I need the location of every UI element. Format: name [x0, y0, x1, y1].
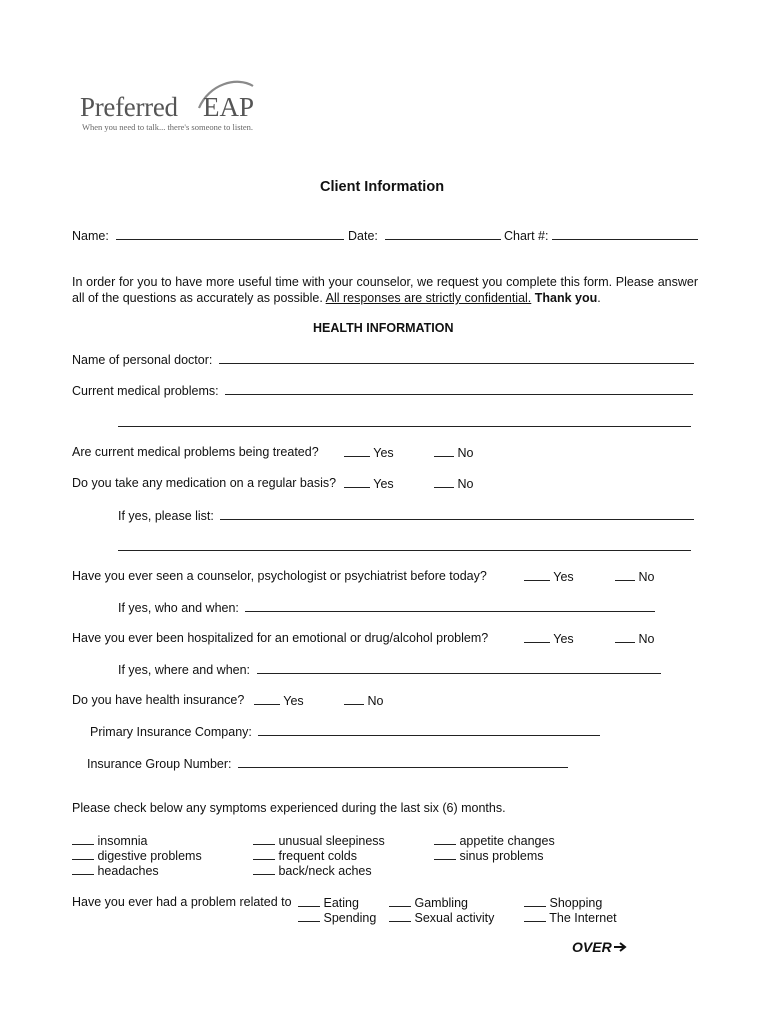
symptom-checkbox[interactable]: [72, 863, 94, 875]
arrow-right-icon: [613, 941, 627, 953]
name-label: Name:: [72, 229, 109, 243]
symptom-label: insomnia: [97, 834, 148, 848]
symptom-checkbox[interactable]: [434, 833, 456, 845]
hospitalized-yes[interactable]: [524, 631, 574, 646]
date-field[interactable]: [348, 228, 501, 243]
problem-checkbox[interactable]: [524, 895, 546, 907]
hospitalized-no-label: No: [638, 632, 655, 646]
logo-word: Preferred: [80, 92, 178, 122]
symptoms-prompt: Please check below any symptoms experienced during the last six (6) months.: [72, 801, 506, 815]
over-note: [572, 939, 627, 955]
group-number-blank[interactable]: [238, 756, 568, 768]
doctor-field[interactable]: [72, 352, 694, 367]
symptom-checkbox[interactable]: [253, 848, 275, 860]
counselor-yes[interactable]: [524, 569, 574, 584]
problem-label: The Internet: [549, 911, 617, 925]
medication-no-blank[interactable]: [434, 476, 454, 488]
problem-checkbox[interactable]: [524, 910, 546, 922]
insurance-question: Do you have health insurance?: [72, 693, 245, 707]
problem-label: Gambling: [414, 896, 468, 910]
insurance-no[interactable]: [344, 693, 383, 708]
symptom-label: digestive problems: [97, 849, 202, 863]
treated-no-label: No: [457, 446, 474, 460]
who-when-label: If yes, who and when:: [118, 601, 239, 615]
problem-spending[interactable]: [298, 910, 376, 925]
treated-yes-blank[interactable]: [344, 445, 370, 457]
treated-no[interactable]: [434, 445, 473, 460]
chart-label: Chart #:: [504, 229, 549, 243]
symptom-sinus[interactable]: [434, 848, 544, 863]
where-when-label: If yes, where and when:: [118, 663, 251, 677]
thank-you: Thank you: [534, 291, 598, 305]
name-field[interactable]: [72, 228, 344, 243]
medication-question: Do you take any medication on a regular basis?: [72, 476, 337, 490]
symptom-checkbox[interactable]: [253, 863, 275, 875]
treated-no-blank[interactable]: [434, 445, 454, 457]
symptom-checkbox[interactable]: [253, 833, 275, 845]
problem-gambling[interactable]: [389, 895, 468, 910]
where-when-field[interactable]: [118, 662, 661, 677]
problems-prompt: Have you ever had a problem related to: [72, 895, 292, 909]
symptom-back-neck[interactable]: [253, 863, 372, 878]
problem-shopping[interactable]: [524, 895, 602, 910]
problem-checkbox[interactable]: [298, 895, 320, 907]
counselor-no[interactable]: [615, 569, 654, 584]
problem-internet[interactable]: [524, 910, 617, 925]
symptom-label: appetite changes: [459, 834, 555, 848]
where-when-blank[interactable]: [257, 662, 661, 674]
medication-list-label: If yes, please list:: [118, 509, 214, 523]
medication-yes[interactable]: [344, 476, 394, 491]
problem-label: Shopping: [549, 896, 603, 910]
insurance-yes[interactable]: [254, 693, 304, 708]
hospitalized-no[interactable]: [615, 631, 654, 646]
symptom-checkbox[interactable]: [434, 848, 456, 860]
symptom-label: headaches: [97, 864, 159, 878]
primary-company-field[interactable]: [90, 724, 600, 739]
insurance-yes-label: Yes: [283, 694, 304, 708]
symptom-label: frequent colds: [278, 849, 358, 863]
problem-checkbox[interactable]: [389, 895, 411, 907]
primary-company-label: Primary Insurance Company:: [90, 725, 252, 739]
intro-period: .: [597, 291, 601, 305]
intro-text: In order for you to have more useful time with your counselor, we request you complete this form. Please answer all of the questions as accurately as possible.: [72, 275, 698, 305]
problem-checkbox[interactable]: [389, 910, 411, 922]
doctor-blank[interactable]: [219, 352, 694, 364]
insurance-no-label: No: [367, 694, 384, 708]
insurance-yes-blank[interactable]: [254, 693, 280, 705]
medical-problems-field[interactable]: [72, 383, 693, 398]
medication-list-field[interactable]: [118, 508, 694, 523]
medication-list-blank[interactable]: [220, 508, 694, 520]
medication-no[interactable]: [434, 476, 473, 491]
symptom-colds[interactable]: [253, 848, 357, 863]
hospitalized-yes-blank[interactable]: [524, 631, 550, 643]
symptom-label: back/neck aches: [278, 864, 372, 878]
intro-paragraph: [72, 274, 698, 306]
medical-problems-label: Current medical problems:: [72, 384, 219, 398]
counselor-yes-label: Yes: [553, 570, 574, 584]
problem-eating[interactable]: [298, 895, 359, 910]
primary-company-blank[interactable]: [258, 724, 600, 736]
problem-checkbox[interactable]: [298, 910, 320, 922]
symptom-appetite[interactable]: [434, 833, 555, 848]
symptom-checkbox[interactable]: [72, 833, 94, 845]
medical-problems-blank[interactable]: [225, 383, 693, 395]
medication-no-label: No: [457, 477, 474, 491]
treated-yes-label: Yes: [373, 446, 394, 460]
counselor-no-label: No: [638, 570, 655, 584]
counselor-question: Have you ever seen a counselor, psychologist or psychiatrist before today?: [72, 569, 487, 583]
symptom-insomnia[interactable]: [72, 833, 148, 848]
problem-sexual-activity[interactable]: [389, 910, 494, 925]
group-number-field[interactable]: [87, 756, 568, 771]
medication-list-blank-2[interactable]: [118, 539, 691, 551]
over-text: OVER: [572, 939, 612, 955]
doctor-label: Name of personal doctor:: [72, 353, 213, 367]
confidential-note: All responses are strictly confidential.: [325, 291, 532, 305]
logo-eap: EAP: [203, 92, 255, 122]
date-blank[interactable]: [385, 228, 501, 240]
symptom-label: sinus problems: [459, 849, 544, 863]
chart-field[interactable]: [504, 228, 698, 243]
symptom-sleepiness[interactable]: [253, 833, 385, 848]
section-title: HEALTH INFORMATION: [313, 321, 454, 335]
who-when-blank[interactable]: [245, 600, 655, 612]
insurance-no-blank[interactable]: [344, 693, 364, 705]
problem-label: Spending: [323, 911, 377, 925]
treated-yes[interactable]: [344, 445, 394, 460]
counselor-yes-blank[interactable]: [524, 569, 550, 581]
name-blank[interactable]: [116, 228, 344, 240]
hospitalized-yes-label: Yes: [553, 632, 574, 646]
medication-yes-blank[interactable]: [344, 476, 370, 488]
logo-tagline: When you need to talk... there's someone to listen.: [82, 122, 254, 132]
symptom-checkbox[interactable]: [72, 848, 94, 860]
symptom-headaches[interactable]: [72, 863, 159, 878]
date-label: Date:: [348, 229, 378, 243]
page-title: Client Information: [320, 179, 445, 195]
symptom-label: unusual sleepiness: [278, 834, 385, 848]
who-when-field[interactable]: [118, 600, 655, 615]
problem-label: Sexual activity: [414, 911, 495, 925]
symptom-digestive[interactable]: [72, 848, 202, 863]
problem-label: Eating: [323, 896, 359, 910]
chart-blank[interactable]: [552, 228, 698, 240]
treated-question: Are current medical problems being treated?: [72, 445, 319, 459]
counselor-no-blank[interactable]: [615, 569, 635, 581]
hospitalized-no-blank[interactable]: [615, 631, 635, 643]
group-number-label: Insurance Group Number:: [87, 757, 232, 771]
hospitalized-question: Have you ever been hospitalized for an emotional or drug/alcohol problem?: [72, 631, 489, 645]
medical-problems-blank-2[interactable]: [118, 415, 691, 427]
medication-yes-label: Yes: [373, 477, 394, 491]
